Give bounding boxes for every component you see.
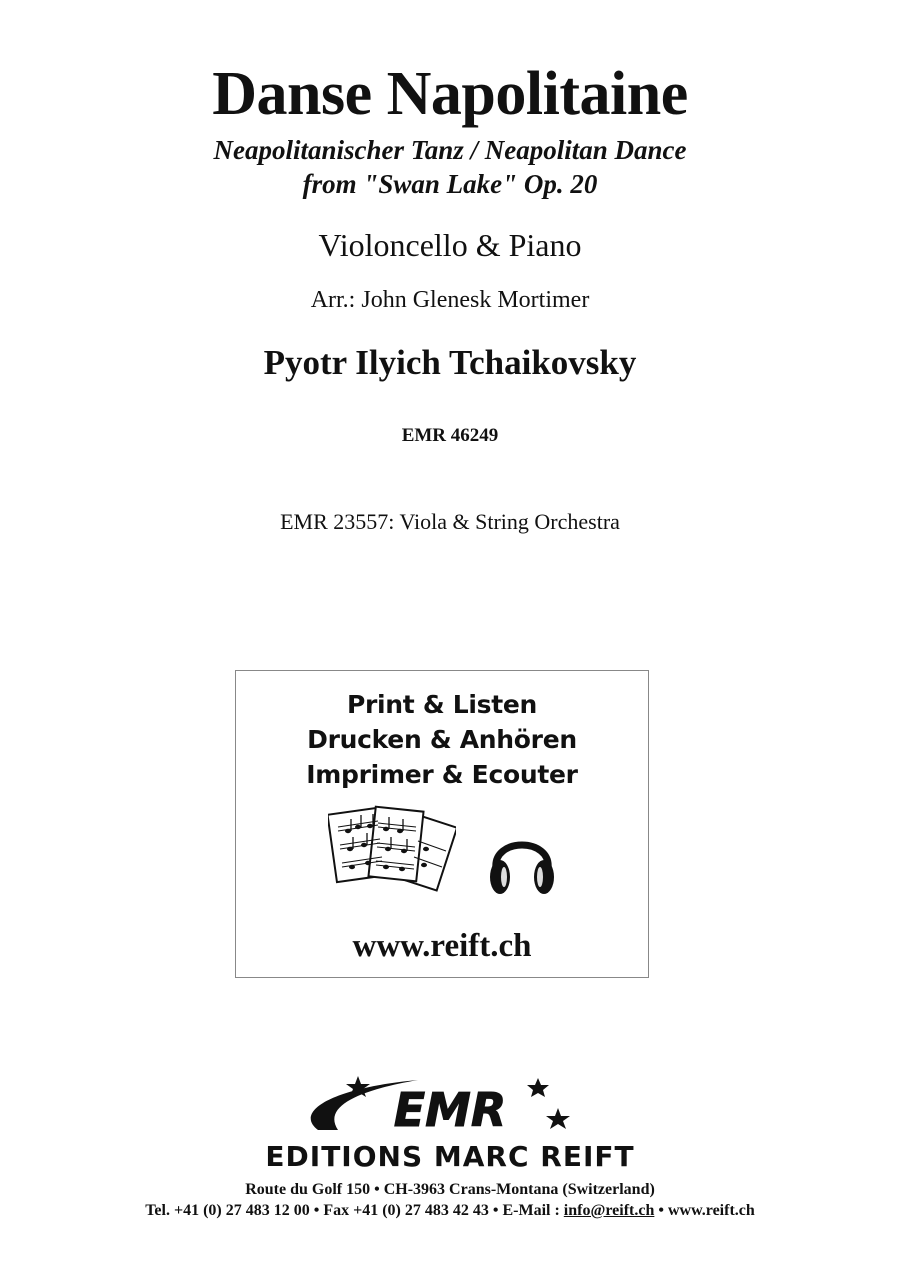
subtitle-line-1: Neapolitanischer Tanz / Neapolitan Dance: [213, 135, 687, 165]
publisher-name: EDITIONS MARC REIFT: [265, 1140, 635, 1173]
related-edition: EMR 23557: Viola & String Orchestra: [280, 509, 620, 534]
publisher-address: Route du Golf 150 • CH-3963 Crans-Montana (Switzerland): [245, 1181, 655, 1198]
page-title: Danse Napolitaine: [212, 60, 688, 128]
composer: Pyotr Ilyich Tchaikovsky: [263, 343, 637, 382]
sheet-music-icon: [328, 805, 456, 897]
arranger: Arr.: John Glenesk Mortimer: [310, 287, 590, 313]
promo-line-french: Imprimer & Ecouter: [306, 760, 578, 789]
promo-line-german: Drucken & Anhören: [307, 725, 577, 754]
publisher-contact: [0, 1201, 900, 1221]
headphones-icon: [486, 823, 558, 901]
print-listen-box: [235, 670, 649, 978]
instrumentation: Violoncello & Piano: [318, 227, 582, 263]
contact-website[interactable]: • www.reift.ch: [654, 1202, 755, 1219]
website-link[interactable]: www.reift.ch: [352, 928, 532, 964]
subtitle-line-2: from "Swan Lake" Op. 20: [302, 169, 598, 199]
catalog-number: EMR 46249: [401, 425, 499, 446]
promo-line-english: Print & Listen: [346, 690, 538, 719]
email-link[interactable]: info@reift.ch: [563, 1202, 655, 1219]
emr-logo: [300, 1072, 600, 1136]
emr-logo-text: EMR: [393, 1083, 507, 1136]
contact-phone-fax: Tel. +41 (0) 27 483 12 00 • Fax +41 (0) 27 483 42 43 • E-Mail :: [145, 1202, 564, 1219]
